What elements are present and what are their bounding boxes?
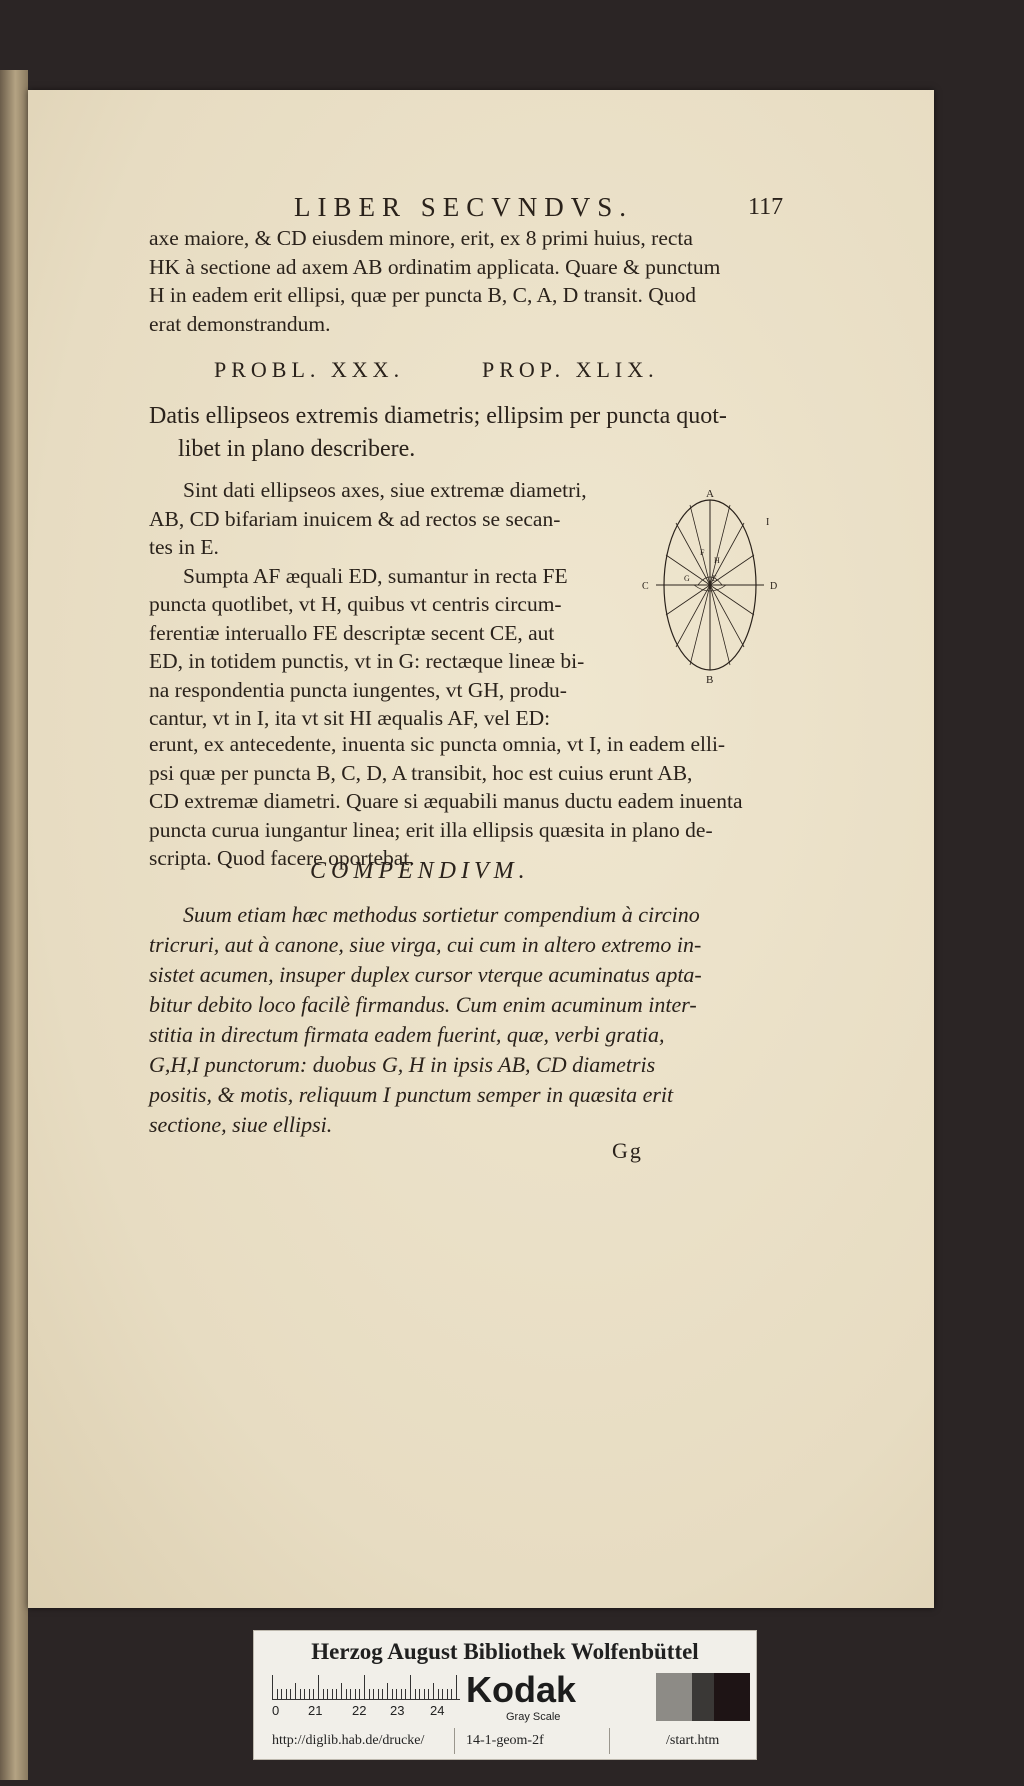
text-line: ferentiæ interuallo FE descriptæ secent CE, aut (149, 620, 555, 645)
compendium-paragraph (149, 900, 809, 1140)
divider (454, 1728, 455, 1754)
library-name: Herzog August Bibliothek Wolfenbüttel (311, 1639, 699, 1664)
compendium-heading: COMPENDIVM. (310, 858, 530, 884)
text-line: cantur, vt in I, ita vt sit HI æqualis AF, vel ED: (149, 706, 551, 730)
ruler-tick (290, 1689, 291, 1699)
page-header (28, 192, 934, 222)
label-e: E (712, 574, 717, 583)
ruler-tick (392, 1689, 393, 1699)
url-base: http://diglib.hab.de/drucke/ (272, 1733, 425, 1748)
text-line: sistet acumen, insuper duplex cursor vterque acuminatus apta- (149, 962, 702, 987)
text-line: tes in E. (149, 535, 219, 559)
ruler-tick (350, 1689, 351, 1699)
label-h: H (714, 556, 720, 565)
text-line: ED, in totidem punctis, vt in G: rectæque lineæ bi- (149, 649, 585, 673)
ruler-tick (433, 1683, 434, 1699)
text-line: Suum etiam hæc methodus sortietur compendium à circino (183, 902, 700, 927)
running-head: LIBER SECVNDVS. (294, 192, 634, 222)
ruler-tick (355, 1689, 356, 1699)
ruler-tick (405, 1689, 406, 1699)
ruler-tick (438, 1689, 439, 1699)
ruler-tick (396, 1689, 397, 1699)
text-line: G,H,I punctorum: duobus G, H in ipsis AB, CD diametris (149, 1052, 656, 1077)
ruler-tick (341, 1683, 342, 1699)
previous-page-edge (0, 70, 28, 1780)
ruler-label: 22 (352, 1703, 367, 1718)
ruler-label: 24 (430, 1703, 445, 1718)
ruler-tick (286, 1689, 287, 1699)
text-line: psi quæ per puncta B, C, D, A transibit, hoc est cuius erunt AB, (149, 760, 693, 785)
ruler-tick (277, 1689, 278, 1699)
ruler-tick (424, 1689, 425, 1699)
ruler-tick (313, 1689, 314, 1699)
label-a: A (706, 488, 714, 500)
ruler-tick (373, 1689, 374, 1699)
color-calibration-strip (253, 1630, 757, 1760)
url-identifier: 14-1-geom-2f (466, 1733, 544, 1748)
conclusion-paragraph (149, 730, 809, 873)
ruler-label: 0 (272, 1703, 280, 1718)
ruler-tick (419, 1689, 420, 1699)
text-line: Sint dati ellipseos axes, siue extremæ diametri, (183, 478, 587, 502)
ruler-tick (401, 1689, 402, 1699)
proposition-number: PROP. XLIX. (482, 357, 659, 382)
ruler-tick (295, 1683, 296, 1699)
label-c: C (642, 581, 649, 592)
text-line: erunt, ex antecedente, inuenta sic puncta omnia, vt I, in eadem elli- (149, 732, 726, 756)
ruler-tick (451, 1689, 452, 1699)
ruler-tick (327, 1689, 328, 1699)
label-d: D (770, 581, 778, 592)
ruler-tick (323, 1689, 324, 1699)
text-line: puncta quotlibet, vt H, quibus vt centris circum- (149, 592, 562, 616)
text-line: H in eadem erit ellipsi, quæ per puncta B, C, A, D transit. Quod (149, 283, 696, 307)
page-number: 117 (748, 194, 784, 220)
text-line: puncta curua iungantur linea; erit illa ellipsis quæsita in plano de- (149, 817, 713, 842)
ruler-tick (387, 1683, 388, 1699)
text-line: AB, CD bifariam inuicem & ad rectos se secan- (149, 506, 561, 531)
ruler-tick (318, 1675, 319, 1699)
ruler-tick (382, 1689, 383, 1699)
url-suffix: /start.htm (666, 1733, 720, 1748)
kodak-logo: Kodak (466, 1669, 577, 1710)
ruler-tick (332, 1689, 333, 1699)
ruler-tick (272, 1675, 273, 1699)
divider (609, 1728, 610, 1754)
gray-scale-label: Gray Scale (506, 1711, 561, 1723)
ellipse-diagram (628, 485, 788, 685)
text-line: erat demonstrandum. (149, 311, 331, 336)
ruler-label: 21 (308, 1703, 323, 1718)
text-line: CD extremæ diametri. Quare si æquabili manus ductu eadem inuenta (149, 789, 743, 813)
ruler-tick (447, 1689, 448, 1699)
ruler-tick (410, 1675, 411, 1699)
text-line: scripta. Quod facere oportebat. (149, 846, 415, 870)
label-f: F (700, 548, 705, 557)
text-line: axe maiore, & CD eiusdem minore, erit, ex 8 primi huius, recta (149, 226, 693, 250)
ruler-tick (281, 1689, 282, 1699)
book-page (28, 90, 934, 1608)
ruler-tick (415, 1689, 416, 1699)
statement-line: Datis ellipseos extremis diametris; ellipsim per puncta quot- (149, 403, 727, 429)
ruler-label: 23 (390, 1703, 405, 1718)
ruler-tick (304, 1689, 305, 1699)
ruler-tick (336, 1689, 337, 1699)
problem-number: PROBL. XXX. (214, 357, 405, 382)
text-line: na respondentia puncta iungentes, vt GH, produ- (149, 677, 567, 702)
text-line: HK à sectione ad axem AB ordinatim applicata. Quare & punctum (149, 254, 721, 279)
gray-swatch (714, 1673, 750, 1721)
ruler (272, 1673, 460, 1700)
ruler-tick (369, 1689, 370, 1699)
ruler-tick (309, 1689, 310, 1699)
demonstration-ending-paragraph (149, 224, 809, 338)
ruler-tick (456, 1675, 457, 1699)
ruler-tick (428, 1689, 429, 1699)
label-g: G (684, 574, 690, 583)
label-b: B (706, 674, 714, 685)
catchword: Gg (612, 1138, 643, 1163)
ruler-tick (346, 1689, 347, 1699)
text-line: sectione, siue ellipsi. (149, 1112, 333, 1137)
ruler-tick (378, 1689, 379, 1699)
text-line: stitia in directum firmata eadem fuerint, quæ, verbi gratia, (149, 1022, 665, 1047)
text-line: bitur debito loco facilè firmandus. Cum enim acuminum inter- (149, 992, 697, 1017)
text-line: Sumpta AF æquali ED, sumantur in recta FE (183, 563, 568, 588)
label-i: I (766, 517, 770, 528)
text-line: tricruri, aut à canone, siue virga, cui cum in altero extremo in- (149, 932, 702, 957)
ruler-tick (364, 1675, 365, 1699)
ruler-tick (359, 1689, 360, 1699)
ruler-tick (300, 1689, 301, 1699)
construction-paragraph (149, 476, 619, 733)
gray-swatch (656, 1673, 692, 1721)
statement-line: libet in plano describere. (178, 436, 416, 462)
ruler-tick (442, 1689, 443, 1699)
proposition-statement (149, 400, 829, 466)
text-line: positis, & motis, reliquum I punctum semper in quæsita erit (149, 1082, 674, 1107)
